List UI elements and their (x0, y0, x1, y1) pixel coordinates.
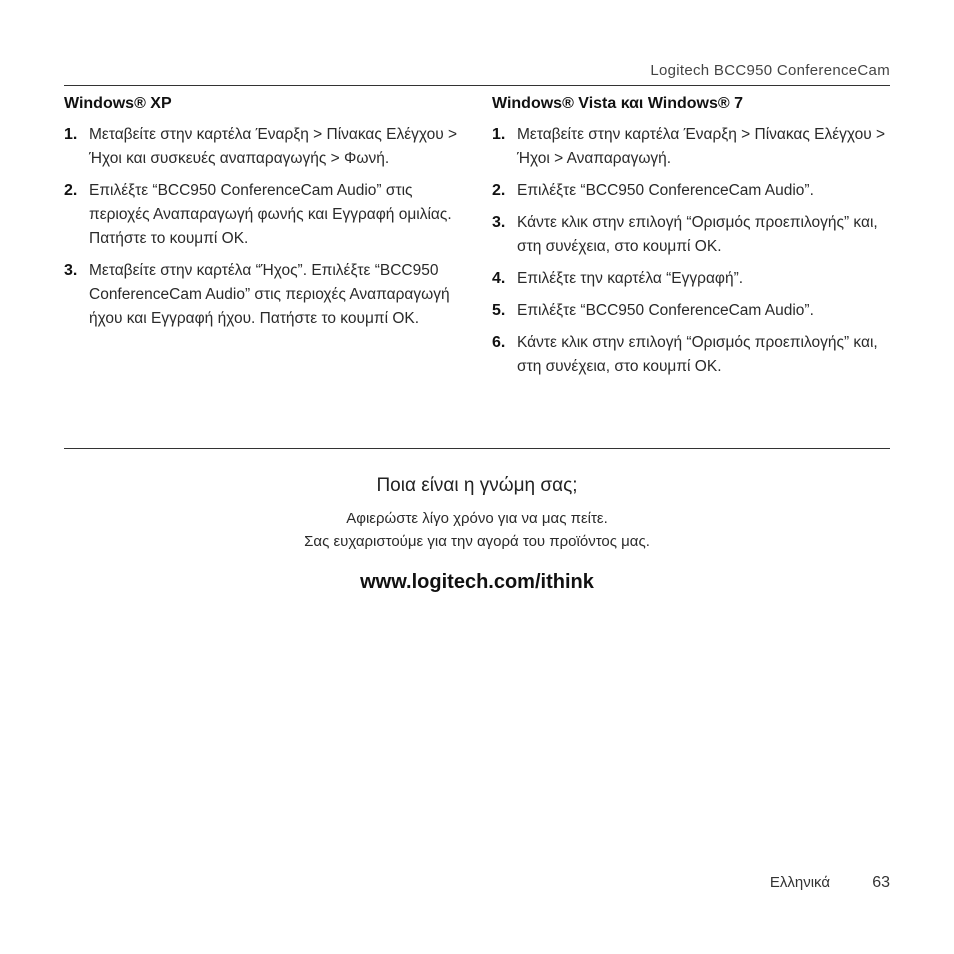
step-text: Επιλέξτε “BCC950 ConferenceCam Audio” στις περιοχές Αναπαραγωγή φωνής και Εγγραφή ομιλίας. Πατήστε το κουμπί OK. (89, 182, 452, 247)
page-footer (770, 874, 890, 892)
step-text: Κάντε κλικ στην επιλογή “Ορισμός προεπιλογής” και, στη συνέχεια, στο κουμπί OK. (517, 334, 878, 375)
running-header-title: Logitech BCC950 ConferenceCam (650, 62, 890, 79)
step-number: 5. (492, 302, 506, 319)
step-number: 3. (492, 214, 506, 231)
list-item (492, 211, 890, 259)
list-item (64, 123, 464, 171)
windows-xp-steps (64, 123, 464, 331)
list-item (492, 179, 890, 203)
step-number: 6. (492, 334, 506, 351)
windows-vista-7-heading: Windows® Vista και Windows® 7 (492, 95, 744, 112)
page-number: 63 (872, 874, 890, 891)
step-text: Μεταβείτε στην καρτέλα “Ήχος”. Επιλέξτε “BCC950 ConferenceCam Audio” στις περιοχές Αναπαραγωγή ήχου και Εγγραφή ήχου. Πατήστε το κουμπί OK. (89, 262, 450, 327)
list-item (64, 259, 464, 331)
feedback-line-1: Αφιερώστε λίγο χρόνο για να μας πείτε. (346, 510, 608, 527)
windows-vista-7-steps (492, 123, 890, 379)
step-text: Επιλέξτε “BCC950 ConferenceCam Audio”. (517, 302, 814, 319)
step-number: 1. (64, 126, 78, 143)
windows-vista-7-section (492, 94, 890, 387)
step-text: Μεταβείτε στην καρτέλα Έναρξη > Πίνακας Ελέγχου > Ήχοι > Αναπαραγωγή. (517, 126, 886, 167)
step-text: Επιλέξτε “BCC950 ConferenceCam Audio”. (517, 182, 814, 199)
feedback-url-link[interactable]: www.logitech.com/ithink (360, 571, 594, 593)
list-item (492, 299, 890, 323)
section-divider (64, 448, 890, 449)
step-text: Κάντε κλικ στην επιλογή “Ορισμός προεπιλογής” και, στη συνέχεια, στο κουμπί OK. (517, 214, 878, 255)
footer-language: Ελληνικά (769, 874, 831, 891)
top-divider (64, 85, 890, 86)
step-number: 1. (492, 126, 506, 143)
list-item (492, 267, 890, 291)
step-text: Μεταβείτε στην καρτέλα Έναρξη > Πίνακας Ελέγχου > Ήχοι και συσκευές αναπαραγωγής > Φωνή. (89, 126, 458, 167)
list-item (492, 331, 890, 379)
step-number: 3. (64, 262, 78, 279)
step-number: 2. (492, 182, 506, 199)
list-item (492, 123, 890, 171)
step-number: 4. (492, 270, 506, 287)
feedback-line-2: Σας ευχαριστούμε για την αγορά του προϊόντος μας. (304, 533, 650, 550)
list-item (64, 179, 464, 251)
step-text: Επιλέξτε την καρτέλα “Εγγραφή”. (517, 270, 744, 287)
windows-xp-section (64, 94, 464, 339)
windows-xp-heading: Windows® XP (64, 95, 172, 112)
feedback-question: Ποια είναι η γνώμη σας; (376, 475, 578, 496)
step-number: 2. (64, 182, 78, 199)
feedback-section (0, 473, 954, 594)
